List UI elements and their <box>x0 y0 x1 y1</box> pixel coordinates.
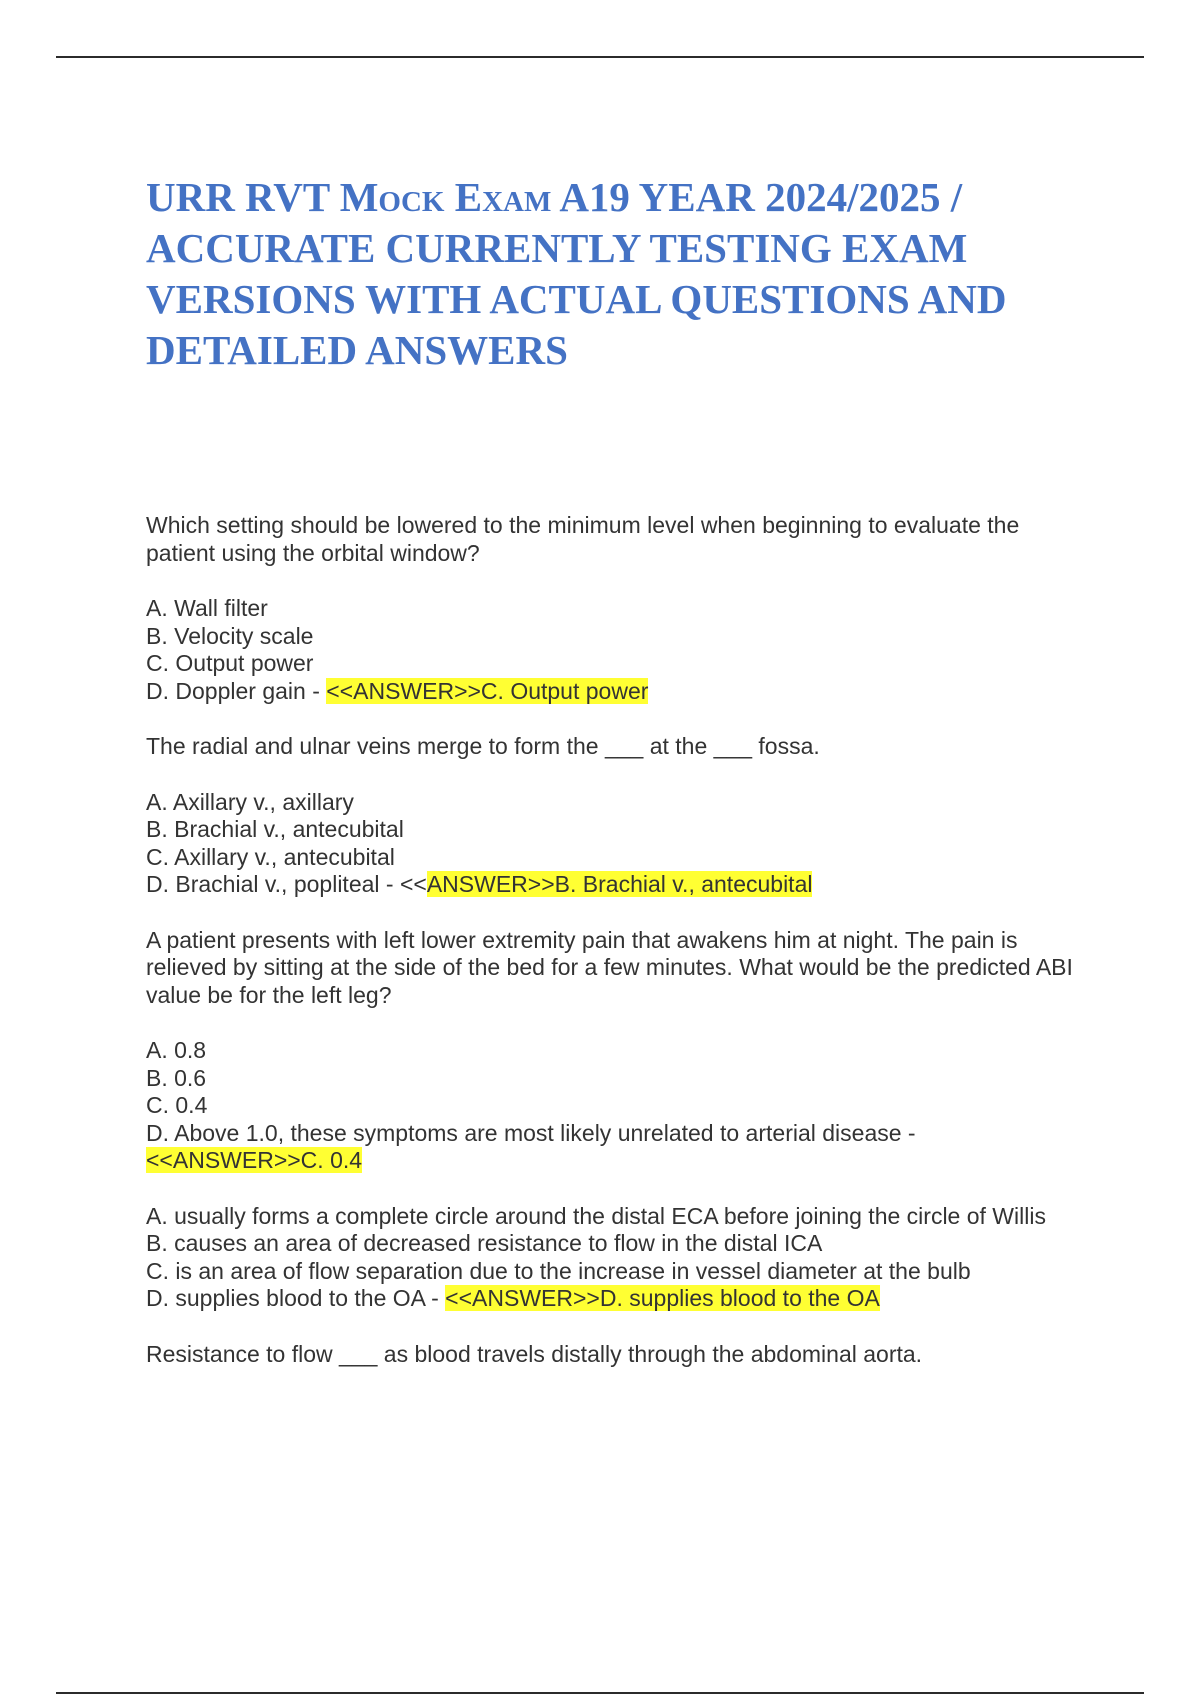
option-d: D. Above 1.0, these symptoms are most likely unrelated to arterial disease - <box>146 1119 916 1146</box>
question-2 <box>146 733 1086 899</box>
document-title <box>146 172 1106 376</box>
option-d: D. Doppler gain - <box>146 677 327 704</box>
option-d-with-answer <box>146 1285 1086 1313</box>
option-d-with-answer <box>146 678 1086 706</box>
title-part-1: URR RVT <box>146 174 340 220</box>
answer-highlight: <<ANSWER>>C. Output power <box>326 677 649 704</box>
option-b: B. Velocity scale <box>146 622 314 649</box>
answer-highlight: ANSWER>>B. Brachial v., antecubital <box>426 871 813 897</box>
option-c: C. Output power <box>146 650 314 676</box>
option-d: D. supplies blood to the OA - <box>146 1285 446 1311</box>
option-a: A. Axillary v., axillary <box>146 788 354 815</box>
question-stem: Which setting should be lowered to the minimum level when beginning to evaluate the patient using the orbital window? <box>146 512 1020 566</box>
top-rule <box>56 56 1144 58</box>
option-c: C. 0.4 <box>146 1092 208 1118</box>
option-a: A. usually forms a complete circle around the distal ECA before joining the circle of Willis <box>146 1202 1046 1229</box>
option-d: D. Brachial v., popliteal - <box>146 871 400 897</box>
answer-prefix: << <box>399 871 427 897</box>
option-b: B. causes an area of decreased resistance to flow in the distal ICA <box>146 1230 823 1256</box>
title-part-3: A19 YEAR 2024/2025 / ACCURATE CURRENTLY TESTING EXAM VERSIONS WITH ACTUAL QUESTIONS AND DETAILED ANSWERS <box>146 174 1007 373</box>
question-5 <box>146 1341 1086 1369</box>
answer-highlight: <<ANSWER>>D. supplies blood to the OA <box>445 1285 880 1311</box>
question-4 <box>146 1203 1086 1313</box>
question-3 <box>146 927 1086 1175</box>
option-b: B. 0.6 <box>146 1064 207 1091</box>
question-1 <box>146 512 1086 705</box>
option-b: B. Brachial v., antecubital <box>146 816 404 842</box>
title-part-2: Mock Exam <box>339 174 552 220</box>
option-d-with-answer <box>146 871 1086 899</box>
question-stem: Resistance to flow ___ as blood travels distally through the abdominal aorta. <box>146 1340 923 1367</box>
answer-highlight: <<ANSWER>>C. 0.4 <box>146 1147 363 1173</box>
question-stem: A patient presents with left lower extremity pain that awakens him at night. The pain is relieved by sitting at the side of the bed for a few minutes. What would be the predicted ABI value be for the left leg? <box>146 926 1073 1008</box>
option-d-with-answer <box>146 1120 1086 1175</box>
question-list <box>146 512 1086 1396</box>
option-a: A. Wall filter <box>146 595 268 621</box>
option-c: C. Axillary v., antecubital <box>146 843 395 870</box>
question-stem: The radial and ulnar veins merge to form the ___ at the ___ fossa. <box>146 733 820 759</box>
bottom-rule <box>56 1692 1144 1694</box>
option-c: C. is an area of flow separation due to the increase in vessel diameter at the bulb <box>146 1257 971 1284</box>
option-a: A. 0.8 <box>146 1037 207 1063</box>
